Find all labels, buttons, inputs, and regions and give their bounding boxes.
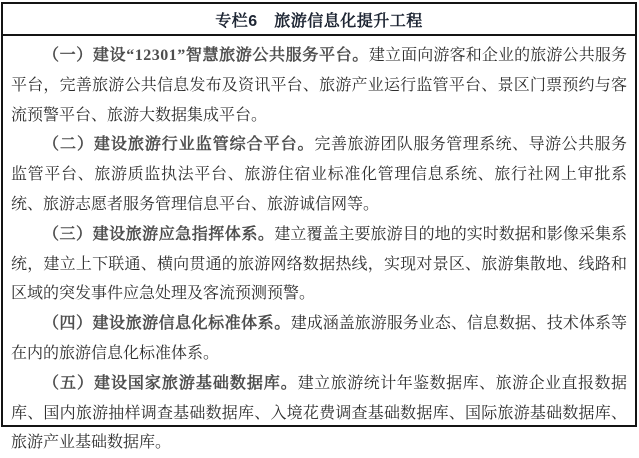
paragraph-lead-5: （五）建设国家旅游基础数据库。 [43, 374, 298, 392]
paragraph-lead-1: （一）建设“12301”智慧旅游公共服务平台。 [43, 47, 369, 64]
list-item-1 [11, 41, 627, 130]
panel-title: 专栏6 旅游信息化提升工程 [215, 12, 423, 30]
paragraph-lead-4: （四）建设旅游信息化标准体系。 [43, 315, 291, 333]
paragraph-body-4: 建成涵盖旅游服务业态、信息数据、技术体系等在内的旅游信息化标准体系。 [11, 315, 627, 362]
paragraph-lead-3: （三）建设旅游应急指挥体系。 [43, 225, 275, 243]
panel-header [3, 4, 635, 36]
column-box-panel [1, 2, 637, 452]
list-item-5 [11, 369, 627, 458]
paragraph-lead-2: （二）建设旅游行业监管综合平台。 [43, 136, 315, 154]
panel-content [3, 36, 635, 458]
paragraph-body-1: 建立面向游客和企业的旅游公共服务平台，完善旅游公共信息发布及资讯平台、旅游产业运行监管平台、景区门票预约与客流预警平台、旅游大数据集成平台。 [11, 47, 627, 124]
paragraph-body-2: 完善旅游团队服务管理系统、导游公共服务监管平台、旅游质监执法平台、旅游住宿业标准化管理信息系统、旅行社网上审批系统、旅游志愿者服务管理信息平台、旅游诚信网等。 [11, 136, 627, 213]
paragraph-body-3: 建立覆盖主要旅游目的地的实时数据和影像采集系统，建立上下联通、横向贯通的旅游网络数据热线，实现对景区、旅游集散地、线路和区域的突发事件应急处理及客流预测预警。 [11, 225, 627, 303]
list-item-4 [11, 309, 627, 369]
list-item-3 [11, 220, 627, 309]
paragraph-body-5: 建立旅游统计年鉴数据库、旅游企业直报数据库、国内旅游抽样调查基础数据库、入境花费调查基础数据库、国际旅游基础数据库、旅游产业基础数据库。 [11, 374, 627, 452]
list-item-2 [11, 130, 627, 219]
